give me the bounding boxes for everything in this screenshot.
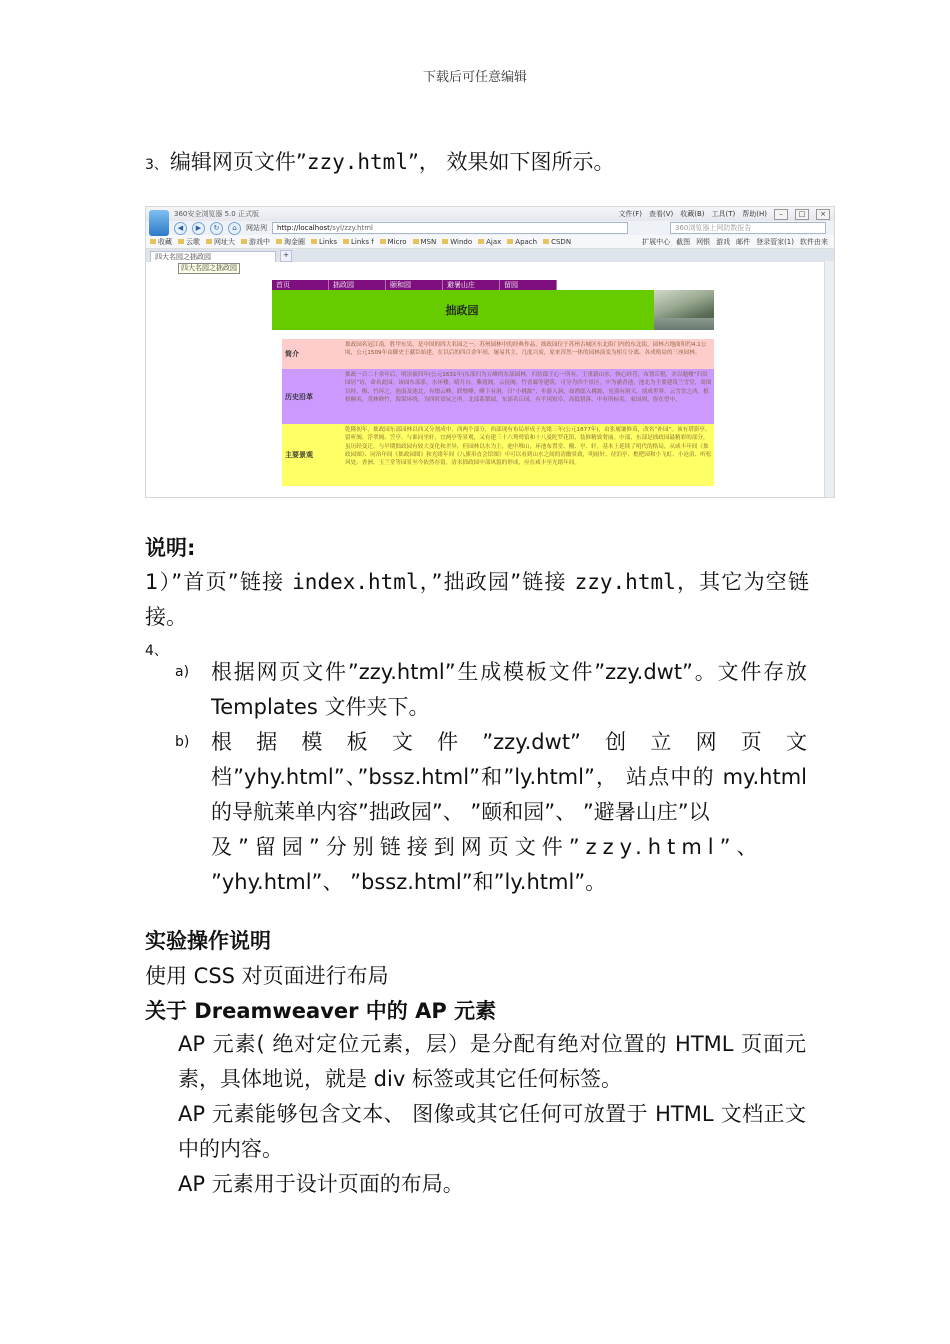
fav-item[interactable]: MSN [413, 238, 437, 246]
item-marker: a) [175, 664, 190, 680]
ap-paragraph-3: AP 元素用于设计页面的布局。 [178, 1172, 464, 1196]
item-text: 根据模板文件”zzy.dwt”创立网页文档”yhy.html”、”bssz.html”和”ly.html”， 站点中的 my.html 的导航莱单内容”拙政园”、 ”颐和园”、 ”避暑山庄”以 [211, 730, 807, 824]
site-banner [272, 290, 714, 330]
section-label: 主要景观 [285, 451, 313, 459]
garden-photo [654, 290, 714, 330]
fav-item[interactable]: CSDN [543, 238, 571, 246]
tab-tooltip: 四大名园之拙政园 [178, 263, 240, 274]
search-input[interactable]: 360浏览器上网防数报告 [670, 222, 826, 234]
close-icon[interactable]: × [816, 209, 830, 220]
section-text: 拙政园名冠江南，胜甲东吴，是中国的四大名园之一。苏州园林中的经典作品，拙政园位于苏州古城区东北街门内的东北街，园林占地面积约4.1公顷，公元1509年由御史王献臣始建，在以后的四百余年间，屡易其主，几度兴废，原来浑然一体的园林演变为相互分离、各成格局的三座园林。 [345, 342, 707, 357]
section-history [282, 369, 714, 424]
step3-line [145, 146, 615, 176]
step4-number: 4、 [145, 643, 168, 659]
section-scenery [282, 424, 714, 486]
item-text: 及”留园”分别链接到网页文件”zzy.html”、 [211, 835, 764, 859]
step3-text-pre: 编辑网页文件” [169, 150, 307, 174]
fav-item[interactable]: 淘金圈 [276, 237, 305, 247]
refresh-icon[interactable]: ↻ [210, 222, 223, 235]
fav-item[interactable]: 网址大 [206, 237, 235, 247]
notes-text-post: ，其它为空链接。 [145, 570, 810, 629]
fav-item[interactable]: Micro [380, 238, 407, 246]
notes-file2: zzy.html [574, 570, 676, 594]
fav-right-item[interactable]: 截图 [676, 237, 691, 246]
webpage-content [272, 280, 714, 486]
nav-ly[interactable]: 留园 [500, 280, 557, 290]
notes-heading: 说明: [145, 536, 196, 560]
item-marker: b) [175, 734, 190, 750]
header-note: 下载后可任意编辑 [422, 70, 527, 85]
fav-right-item[interactable]: 扩展中心 [642, 237, 671, 246]
favorites-right [642, 237, 834, 247]
menu-help[interactable]: 帮助(H) [742, 209, 767, 218]
section-text: 拙政一百二十余年后，明崇祯四年(公元1631年)东部归为五峰的东部园林，归侍郎王心一所有，王重新山水，恢心经营，布置丘壑，并以题楼“归田园居”诗，命名此园。该园东部系，水环楼，晴月台，紫霞阁，云抚阁，竹香廊等建筑，可分为四个景区，中为涵青池，池北为主要建筑兰雪堂，周围以桂、梅、竹环之，池南及池北，有缀云峰，联璧峰，峰下有洞，曰“小桃源”，步游人洞，如渔郎入桃源，见别有洞天，别成世界。云雪堂之西，植梧桐名，茂林修竹，海棠环绕，为四时赏玩之所。北部系梨园，东部名丘园，有平冈短阜，高低错落，中有所标名，家园则，皆在望中。 [345, 372, 712, 403]
favorites-bar [146, 235, 834, 249]
mode-label[interactable]: 网站列 [246, 224, 267, 232]
ap-paragraph-2: AP 元素能够包含文本、 图像或其它任何可放置于 HTML 文档正文中的内容。 [178, 1102, 806, 1161]
step3-file: zzy.html [306, 150, 408, 174]
fav-right-item[interactable]: 登录管家(1) [756, 237, 794, 246]
tab-bar [146, 249, 834, 262]
section-intro [282, 339, 714, 369]
menu-view[interactable]: 查看(V) [648, 209, 674, 218]
fav-right-item[interactable]: 邮件 [736, 237, 751, 246]
url-input[interactable] [272, 222, 628, 234]
notes-file1: index.html [292, 570, 419, 594]
browser-menu [618, 209, 830, 220]
fav-item[interactable]: 收藏 [150, 237, 172, 247]
fav-item[interactable]: Windo [442, 238, 472, 246]
notes-paragraph [145, 565, 809, 635]
section-label: 历史沿革 [285, 392, 313, 401]
fav-item[interactable]: Links [311, 238, 337, 246]
home-icon[interactable]: ⌂ [228, 222, 241, 235]
forward-icon[interactable]: ▶ [192, 222, 205, 235]
ap-heading: 关于 Dreamweaver 中的 AP 元素 [145, 999, 497, 1023]
browser-logo-icon [149, 210, 169, 236]
nav-bssz[interactable]: 避暑山庄 [443, 280, 500, 290]
fav-item[interactable]: 游戏中 [241, 237, 270, 247]
step4-item-b [175, 725, 807, 900]
step3-text-post: ”， 效果如下图所示。 [407, 150, 615, 174]
banner-title: 拙政园 [445, 304, 479, 317]
fav-right-item[interactable]: 游戏 [716, 237, 731, 246]
url-host: http://localhost [277, 224, 330, 232]
url-path: /syl/zzy.html [329, 224, 373, 232]
browser-screenshot [145, 206, 835, 498]
section-text: 乾隆初年，拙政园东部园林以西又分割成中、西两个部分，西部现有布局形成于光绪三年(公元1877年)，由张履谦修葺，改名“补园”。该有塔影亭、留听阁、浮翠阁、笠亭、与谁同坐轩、宜两亭等景观，又有建三十六鸳鸯馆和十八曼陀罗花馆，装修精致奢丽。中部，东部是拙政园最精彩的部分，虽历经变迁，与早期拙政园有较大变化和差异，但园林以水为主，池中堆山，环池布置堂、榭、亭、轩，基本上延续了明代的格局，从咸丰年间《拙政园图》、同治年间《拙政园图》和光绪年间《八旗奉直会馆图》中可以看到山水之间的清幽景致，明雨轩、待泊亭、枇杷园和小飞虹、小沧浪、听松风处、香洲、玉兰堂等园景至今依然存留，清末拙政园中部风貌的形成，应在咸丰至光绪年间。 [345, 427, 712, 467]
maximize-icon[interactable]: □ [795, 209, 809, 220]
site-nav [272, 280, 557, 290]
experiment-heading: 实验操作说明 [145, 929, 271, 953]
browser-title: 360安全浏览器 5.0 正式版 [174, 210, 259, 218]
fav-item[interactable]: Apach [507, 238, 537, 246]
nav-yhy[interactable]: 颐和园 [386, 280, 443, 290]
section-label: 简介 [285, 350, 299, 358]
step4-item-a [175, 655, 807, 725]
nav-home[interactable]: 首页 [272, 280, 329, 290]
minimize-icon[interactable]: – [774, 209, 788, 220]
browser-titlebar [146, 207, 834, 221]
tab-zzy[interactable]: 四大名园之拙政园 [150, 251, 276, 262]
notes-text-mid: ，”拙政园”链接 [418, 570, 575, 594]
page-scrollbar[interactable] [824, 261, 834, 497]
new-tab-icon[interactable]: + [280, 250, 292, 262]
css-line: 使用 CSS 对页面进行布局 [145, 964, 389, 988]
fav-right-item[interactable]: 网银 [696, 237, 711, 246]
nav-zzy[interactable]: 拙政园 [329, 280, 386, 290]
fav-item[interactable]: 云歌 [178, 237, 200, 247]
browser-addressbar [146, 221, 834, 235]
back-icon[interactable]: ◀ [174, 222, 187, 235]
menu-tools[interactable]: 工具(T) [711, 209, 736, 218]
fav-item[interactable]: Ajax [478, 238, 501, 246]
fav-item[interactable]: Links f [343, 238, 374, 246]
notes-text-pre: 1）”首页”链接 [145, 570, 293, 594]
fav-right-item[interactable]: 软件由来 [800, 237, 828, 246]
menu-favorites[interactable]: 收藏(B) [680, 209, 705, 218]
ap-paragraph-1: AP 元素( 绝对定位元素，层）是分配有绝对位置的 HTML 页面元素，具体地说，就是 div 标签或其它任何标签。 [178, 1032, 806, 1091]
menu-file[interactable]: 文件(F) [618, 209, 642, 218]
item-text: 根据网页文件”zzy.html”生成模板文件”zzy.dwt”。文件存放 Templates 文件夹下。 [211, 660, 807, 719]
step3-number: 3、 [145, 157, 168, 173]
item-text: ”yhy.html”、 ”bssz.html”和”ly.html”。 [211, 870, 607, 894]
